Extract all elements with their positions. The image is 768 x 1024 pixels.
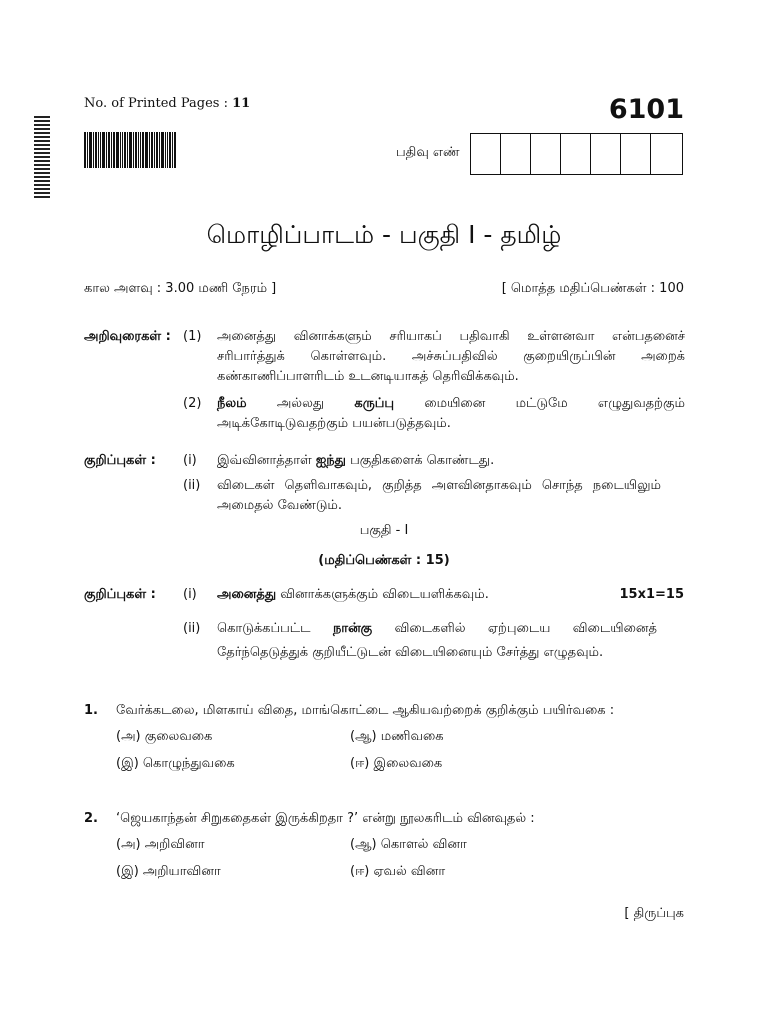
word: கொடுக்கப்பட்ட <box>217 621 311 636</box>
notes-label: குறிப்புகள் : <box>84 453 156 468</box>
section-note-1-number: (i) <box>183 587 197 602</box>
instruction-2-line <box>217 395 685 413</box>
register-number-boxes[interactable] <box>470 133 683 175</box>
word: ஏற்புடைய <box>487 621 551 636</box>
word: விடையினைத் <box>572 621 657 636</box>
question-1-text: வேர்க்கடலை, மிளகாய் விதை, மாங்கொட்டை ஆகியவற்றைக் குறிக்கும் பயிர்வகை : <box>116 703 615 718</box>
question-2-option-c: (இ) அறியாவினா <box>116 864 221 879</box>
question-1-option-c: (இ) கொழுந்துவகை <box>116 756 235 771</box>
word: விடைகளில் <box>394 621 466 636</box>
section-title: பகுதி - I <box>359 523 409 538</box>
instruction-1-line: கண்காணிப்பாளரிடம் உடனடியாகத் தெரிவிக்கவும். <box>217 369 519 384</box>
printed-pages-label: No. of Printed Pages : <box>84 96 228 111</box>
section-note-2-line <box>217 620 657 638</box>
note-text: பகுதிகளைக் கொண்டது. <box>350 453 495 468</box>
word: எழுதுவதற்கும் <box>597 396 685 411</box>
instruction-2-line: அடிக்கோடிடுவதற்கும் பயன்படுத்தவும். <box>217 416 451 431</box>
turn-over: [ திருப்புக <box>624 906 684 921</box>
instruction-1-line: அனைத்து வினாக்களும் சரியாகப் பதிவாகி உள்ளனவா என்பதனைச் <box>217 329 685 344</box>
section-note-2-number: (ii) <box>183 621 201 636</box>
printed-pages-value: 11 <box>232 96 251 111</box>
note-1-number: (i) <box>183 453 197 468</box>
note-emphasis: அனைத்து <box>217 587 277 602</box>
instruction-1 <box>217 328 685 386</box>
duration: கால அளவு : 3.00 மணி நேரம் ] <box>84 281 277 296</box>
section-note-1 <box>217 586 489 604</box>
note-emphasis: நான்கு <box>332 621 373 636</box>
question-1-option-b: (ஆ) மணிவகை <box>350 729 444 744</box>
note-text: வினாக்களுக்கும் விடையளிக்கவும். <box>280 587 489 602</box>
question-1-option-d: (ஈ) இலைவகை <box>350 756 443 771</box>
page-title: மொழிப்பாடம் - பகுதி I - தமிழ் <box>206 220 562 249</box>
note-line: விடைகள் தெளிவாகவும், குறித்த அளவினதாகவும் சொந்த நடையிலும் <box>217 478 661 493</box>
note-emphasis: ஐந்து <box>315 453 346 468</box>
question-1-number: 1. <box>84 703 98 718</box>
section-note-2-line: தேர்ந்தெடுத்துக் குறியீட்டுடன் விடையினையும் சேர்த்து எழுதவும். <box>217 645 604 660</box>
printed-pages <box>84 96 250 111</box>
note-line: அமைதல் வேண்டும். <box>217 498 343 513</box>
note-text: இவ்வினாத்தாள் <box>217 453 312 468</box>
word: மையினை <box>424 396 486 411</box>
question-2-option-a: (அ) அறிவினா <box>116 837 205 852</box>
register-number-label: பதிவு எண் <box>396 145 460 160</box>
note-2-number: (ii) <box>183 478 201 493</box>
blue-emphasis: நீலம் <box>217 396 247 411</box>
section-marks-scheme: 15x1=15 <box>619 587 684 602</box>
total-marks: [ மொத்த மதிப்பெண்கள் : 100 <box>501 281 684 296</box>
side-barcode <box>34 116 50 202</box>
instruction-2-number: (2) <box>183 396 202 411</box>
instruction-1-line: சரிபார்த்துக் கொள்ளவும். அச்சுப்பதிவில் குறையிருப்பின் அறைக் <box>217 349 685 364</box>
question-2-number: 2. <box>84 811 98 826</box>
question-2-option-d: (ஈ) ஏவல் வினா <box>350 864 446 879</box>
barcode <box>84 132 180 168</box>
section-marks: (மதிப்பெண்கள் : 15) <box>318 553 450 568</box>
question-2-option-b: (ஆ) கொளல் வினா <box>350 837 467 852</box>
paper-code: 6101 <box>608 94 684 125</box>
instructions-label: அறிவுரைகள் : <box>84 329 171 344</box>
word: அல்லது <box>276 396 325 411</box>
word: மட்டுமே <box>515 396 568 411</box>
note-2 <box>217 477 661 515</box>
section-notes-label: குறிப்புகள் : <box>84 587 156 602</box>
note-1 <box>217 452 494 470</box>
black-emphasis: கருப்பு <box>354 396 395 411</box>
instruction-1-number: (1) <box>183 329 202 344</box>
question-2-text: ‘ஜெயகாந்தன் சிறுகதைகள் இருக்கிறதா ?’ என்று நூலகரிடம் வினவுதல் : <box>116 811 535 826</box>
question-1-option-a: (அ) குலைவகை <box>116 729 213 744</box>
